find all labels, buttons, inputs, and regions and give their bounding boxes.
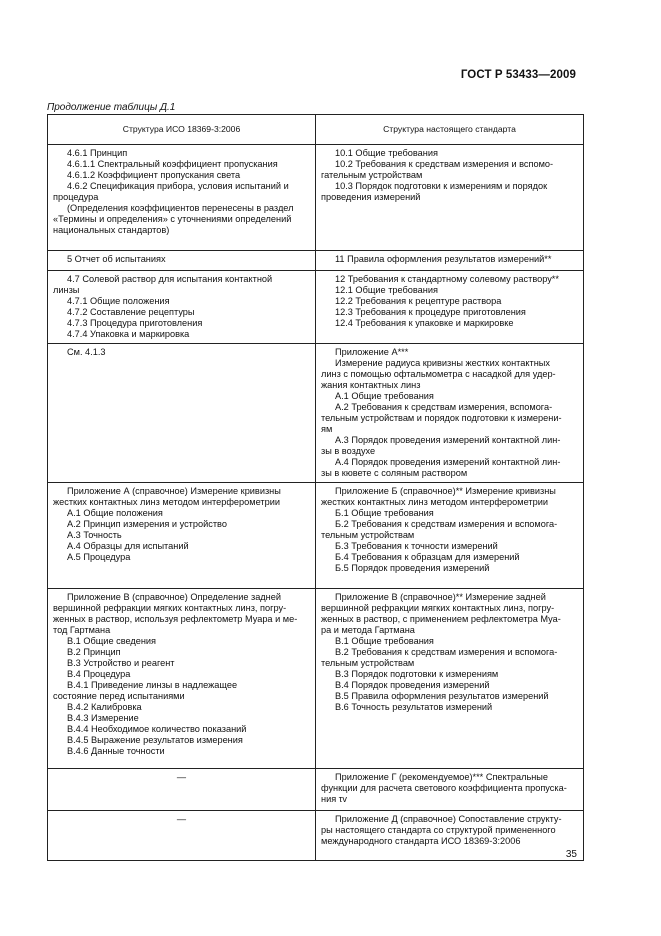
cell-line: В.4.1 Приведение линзы в надлежащее [67,680,238,690]
cell-line: Б.3 Требования к точности измерений [335,541,498,551]
cell-line: В.5 Правила оформления результатов измерений [335,691,549,701]
cell-line: В.6 Точность результатов измерений [335,702,493,712]
iso-structure-cell [48,344,316,483]
cell-line: 12.2 Требования к рецептуре раствора [335,296,502,306]
table-row [48,271,584,344]
cell-line: 4.6.2 Спецификация прибора, условия испытаний и [67,181,289,191]
cell-line: состояние перед испытаниями [53,691,185,701]
cell-line: В.1 Общие требования [335,636,434,646]
cell-line: 4.6.1.2 Коэффициент пропускания света [67,170,241,180]
cell-line: В.3 Порядок подготовки к измерениям [335,669,499,679]
cell-line: ния τv [321,794,347,804]
table-row [48,483,584,589]
cell-line: Измерение радиуса кривизны жестких контактных [335,358,550,368]
cell-line: В.4 Порядок проведения измерений [335,680,490,690]
cell-line: 10.2 Требования к средствам измерения и вспомо- [335,159,554,169]
iso-structure-cell [48,251,316,271]
national-structure-cell [316,589,584,769]
table-row [48,344,584,483]
cell-line: Приложение Г (рекомендуемое)*** Спектральные [335,772,549,782]
cell-line: 4.7.1 Общие положения [67,296,170,306]
cell-line: 12.1 Общие требования [335,285,438,295]
column-header-iso: Структура ИСО 18369-3:2006 [48,115,316,145]
cell-line: А.4 Порядок проведения измерений контактной лин- [335,457,561,467]
column-header-national: Структура настоящего стандарта [316,115,584,145]
cell-line: женных в раствор, используя рефлектометр Муара и ме- [53,614,298,624]
cell-line: вершинной рефракции мягких контактных линз, погру- [321,603,555,613]
cell-line: женных в раствор, с применением рефлектометра Муа- [321,614,561,624]
cell-line: В.3 Устройство и реагент [67,658,175,668]
cell-line: (Определения коэффициентов перенесены в раздел [67,203,294,213]
cell-line: 12.4 Требования к упаковке и маркировке [335,318,514,328]
cell-line: А.4 Образцы для испытаний [67,541,189,551]
structure-comparison-table [47,114,584,861]
national-structure-cell [316,344,584,483]
iso-structure-cell [48,483,316,589]
iso-structure-cell [48,145,316,251]
national-structure-cell [316,811,584,861]
cell-line: ям [321,424,333,434]
cell-line: тод Гартмана [53,625,111,635]
cell-line: Приложение А (справочное) Измерение кривизны [67,486,281,496]
table-row [48,145,584,251]
cell-line: 12 Требования к стандартному солевому раствору** [335,274,559,284]
cell-line: В.4.6 Данные точности [67,746,165,756]
cell-line: В.1 Общие сведения [67,636,157,646]
cell-line: зы в кювете с соляным раствором [321,468,468,478]
iso-structure-cell [48,271,316,344]
document-standard-id: ГОСТ Р 53433—2009 [460,69,576,81]
iso-structure-cell [48,589,316,769]
cell-line: 4.6.1 Принцип [67,148,128,158]
cell-line: жания контактных линз [321,380,421,390]
no-equivalent-dash: — [176,772,187,782]
table-body [48,145,584,861]
cell-line: Б.5 Порядок проведения измерений [335,563,490,573]
cell-line: «Термины и определения» с уточнениями определений [53,214,292,224]
table-row [48,811,584,861]
no-equivalent-dash: — [176,814,187,824]
cell-line: 10.1 Общие требования [335,148,438,158]
cell-line: А.5 Процедура [67,552,131,562]
cell-line: Приложение А*** [335,347,409,357]
cell-line: гательным устройствам [321,170,423,180]
table-row [48,589,584,769]
cell-line: Приложение В (справочное)** Измерение задней [335,592,546,602]
cell-line: В.2 Принцип [67,647,121,657]
cell-line: тельным устройствам и порядок подготовки к измерени- [321,413,562,423]
table-header-row [48,115,584,145]
cell-line: проведения измерений [321,192,421,202]
cell-line: В.2 Требования к средствам измерения и вспомога- [335,647,558,657]
cell-line: линзы [53,285,80,295]
cell-line: В.4.4 Необходимое количество показаний [67,724,247,734]
cell-line: 4.6.1.1 Спектральный коэффициент пропускания [67,159,278,169]
cell-line: 12.3 Требования к процедуре приготовления [335,307,526,317]
cell-line: международного стандарта ИСО 18369-3:2006 [321,836,521,846]
cell-line: А.1 Общие положения [67,508,163,518]
cell-line: 4.7.2 Составление рецептуры [67,307,195,317]
cell-line: Приложение В (справочное) Определение задней [67,592,281,602]
cell-line: В.4 Процедура [67,669,131,679]
cell-line: вершинной рефракции мягких контактных линз, погру- [53,603,287,613]
cell-line: 10.3 Порядок подготовки к измерениям и порядок [335,181,548,191]
cell-line: тельным устройствам [321,658,415,668]
national-structure-cell [316,483,584,589]
cell-line: В.4.3 Измерение [67,713,139,723]
cell-line: национальных стандартов) [53,225,170,235]
cell-line: Приложение Б (справочное)** Измерение кривизны [335,486,556,496]
cell-line: жестких контактных линз методом интерферометрии [321,497,548,507]
cell-line: функции для расчета светового коэффициента пропуска- [321,783,567,793]
cell-line: 4.7.3 Процедура приготовления [67,318,203,328]
cell-line: жестких контактных линз методом интерферометрии [53,497,280,507]
page-number: 35 [565,849,577,860]
cell-line: См. 4.1.3 [67,347,106,357]
cell-line: ра и метода Гартмана [321,625,415,635]
cell-line: А.2 Принцип измерения и устройство [67,519,227,529]
iso-structure-cell [48,811,316,861]
cell-line: Приложение Д (справочное) Сопоставление структу- [335,814,562,824]
cell-line: 11 Правила оформления результатов измерений** [335,254,552,264]
cell-line: А.3 Порядок проведения измерений контактной лин- [335,435,561,445]
cell-line: А.3 Точность [67,530,122,540]
cell-line: 4.7 Солевой раствор для испытания контактной [67,274,273,284]
national-structure-cell [316,251,584,271]
cell-line: тельным устройствам [321,530,415,540]
national-structure-cell [316,271,584,344]
cell-line: Б.4 Требования к образцам для измерений [335,552,520,562]
cell-line: Б.2 Требования к средствам измерения и вспомога- [335,519,558,529]
table-caption: Продолжение таблицы Д.1 [47,102,176,113]
cell-line: процедура [53,192,99,202]
cell-line: линз с помощью офтальмометра с насадкой для удер- [321,369,556,379]
cell-line: ры настоящего стандарта со структурой примененного [321,825,556,835]
iso-structure-cell [48,769,316,811]
cell-line: зы в воздухе [321,446,376,456]
national-structure-cell [316,769,584,811]
table-row [48,251,584,271]
cell-line: А.2 Требования к средствам измерения, вспомога- [335,402,553,412]
cell-line: В.4.5 Выражение результатов измерения [67,735,243,745]
cell-line: В.4.2 Калибровка [67,702,142,712]
national-structure-cell [316,145,584,251]
cell-line: Б.1 Общие требования [335,508,434,518]
cell-line: 5 Отчет об испытаниях [67,254,166,264]
cell-line: 4.7.4 Упаковка и маркировка [67,329,190,339]
cell-line: А.1 Общие требования [335,391,434,401]
table-row [48,769,584,811]
